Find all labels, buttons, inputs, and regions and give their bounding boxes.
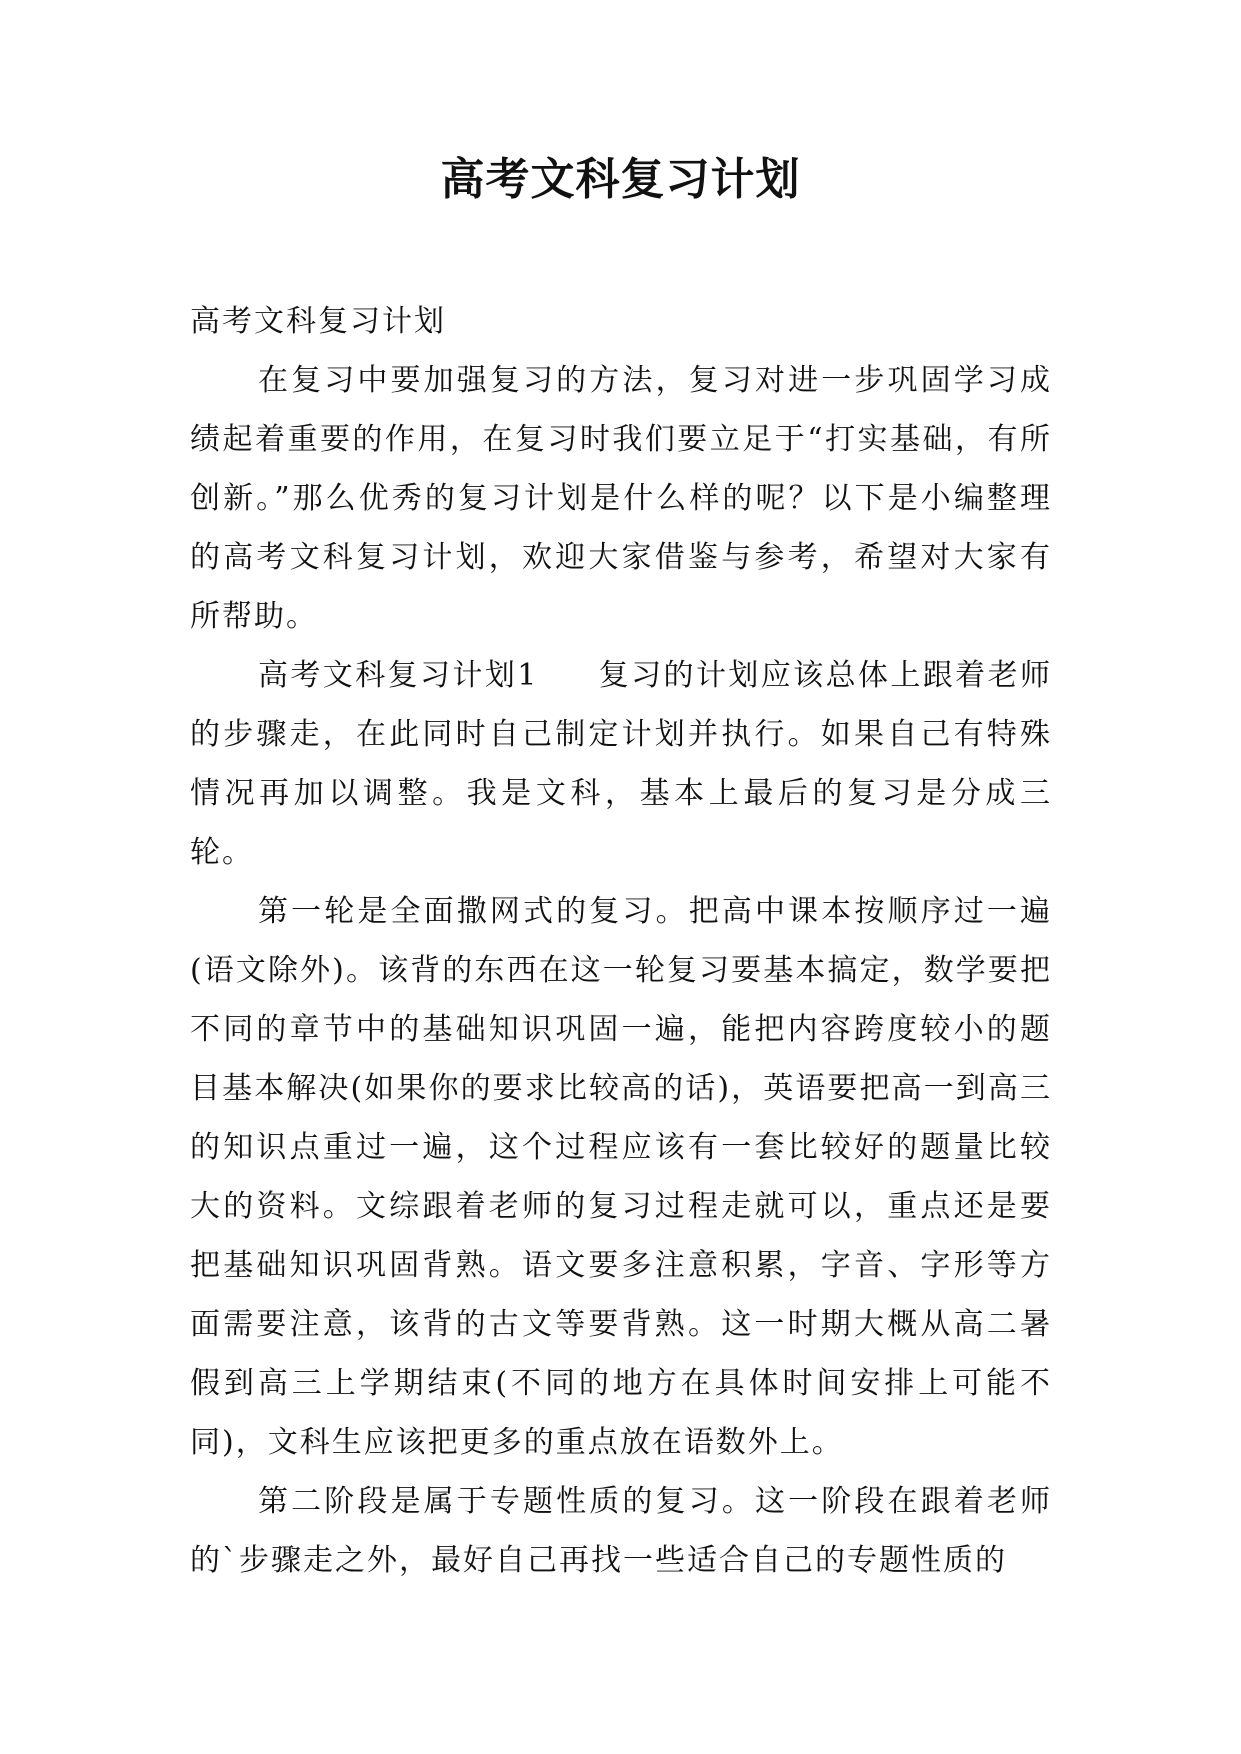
first-round-paragraph: 第一轮是全面撒网式的复习。把高中课本按顺序过一遍(语文除外)。该背的东西在这一轮复习要基本搞定，数学要把不同的章节中的基础知识巩固一遍，能把内容跨度较小的题目基本解决(如果你的要求比较高的话)，英语要把高一到高三的知识点重过一遍，这个过程应该有一套比较好的题量比较大的资料。文综跟着老师的复习过程走就可以，重点还是要把基础知识巩固背熟。语文要多注意积累，字音、字形等方面需要注意，该背的古文等要背熟。这一时期大概从高二暑假到高三上学期结束(不同的地方在具体时间安排上可能不同)，文科生应该把更多的重点放在语数外上。 bbox=[190, 894, 1052, 1460]
plan-1-paragraph bbox=[190, 646, 1052, 882]
plan-1-text: 复习的计划应该总体上跟着老师的步骤走，在此同时自己制定计划并执行。如果自己有特殊情况再加以调整。我是文科，基本上最后的复习是分成三轮。 bbox=[190, 658, 1052, 870]
second-stage-paragraph: 第二阶段是属于专题性质的复习。这一阶段在跟着老师的`步骤走之外，最好自己再找一些适合自己的专题性质的 bbox=[190, 1484, 1052, 1578]
document-body bbox=[190, 292, 1052, 1590]
section-heading: 高考文科复习计划1 bbox=[258, 658, 539, 693]
document-title: 高考文科复习计划 bbox=[440, 154, 801, 205]
intro-paragraph: 在复习中要加强复习的方法，复习对进一步巩固学习成绩起着重要的作用，在复习时我们要立足于“打实基础，有所创新。”那么优秀的复习计划是什么样的呢？以下是小编整理的高考文科复习计划，欢迎大家借鉴与参考，希望对大家有所帮助。 bbox=[190, 363, 1052, 634]
document-subtitle: 高考文科复习计划 bbox=[190, 304, 446, 339]
